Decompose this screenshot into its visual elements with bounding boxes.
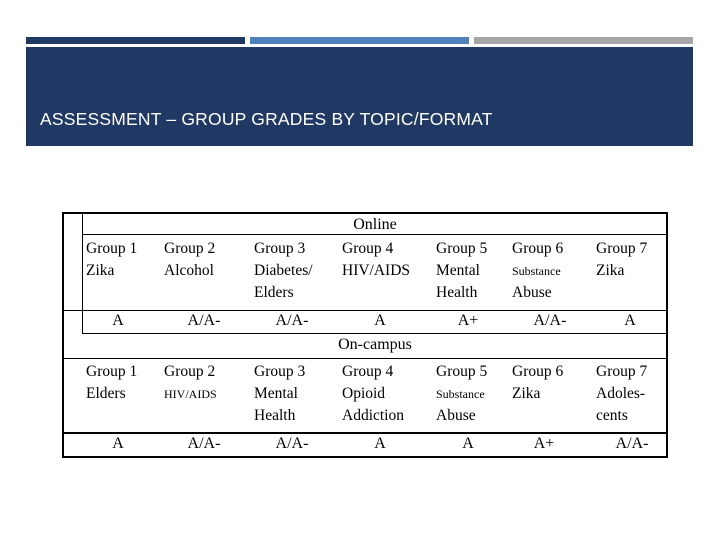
grade-value: A/A- xyxy=(533,312,567,329)
group-topic: Health xyxy=(436,284,478,301)
slide-title: ASSESSMENT – GROUP GRADES BY TOPIC/FORMAT xyxy=(40,109,493,129)
group-topic: HIV/AIDS xyxy=(164,387,217,401)
group-topic: Opioid xyxy=(342,385,386,402)
group-name: Group 7 xyxy=(596,240,648,257)
group-topic: Zika xyxy=(512,385,541,402)
title-banner xyxy=(26,47,693,146)
group-topic: Addiction xyxy=(342,407,404,424)
grade-value: A/A- xyxy=(615,435,649,452)
section-label-online: Online xyxy=(353,216,397,233)
group-topic: Health xyxy=(254,407,296,424)
group-name: Group 3 xyxy=(254,363,306,380)
group-cell xyxy=(436,361,487,427)
group-cell xyxy=(164,361,217,405)
group-topic: Zika xyxy=(86,262,115,279)
accent-bar-gray xyxy=(474,37,693,44)
group-name: Group 3 xyxy=(254,240,306,257)
group-topic: Abuse xyxy=(436,407,476,424)
grade-value: A+ xyxy=(457,312,479,329)
grade-value: A xyxy=(112,312,124,329)
group-topic: Mental xyxy=(254,385,298,402)
group-name: Group 1 xyxy=(86,363,138,380)
grade-value: A xyxy=(624,312,636,329)
group-cell xyxy=(86,361,137,405)
group-topic: Elders xyxy=(86,385,126,402)
grade-value: A/A- xyxy=(275,312,309,329)
group-name: Group 6 xyxy=(512,363,564,380)
row-divider xyxy=(82,333,668,334)
group-topic: Diabetes/ xyxy=(254,262,313,279)
group-name: Group 4 xyxy=(342,363,394,380)
group-name: Group 5 xyxy=(436,240,488,257)
group-cell xyxy=(342,238,410,282)
grade-value: A xyxy=(374,435,386,452)
group-topic: Adoles- xyxy=(596,385,646,402)
table-border-top xyxy=(62,212,668,214)
group-cell xyxy=(596,238,647,282)
grade-value: A+ xyxy=(533,435,555,452)
group-topic: cents xyxy=(596,407,628,424)
grade-value: A/A- xyxy=(187,312,221,329)
group-cell xyxy=(596,361,647,427)
group-cell xyxy=(436,238,487,304)
group-topic: Elders xyxy=(254,284,294,301)
accent-bar-navy xyxy=(26,37,245,44)
accent-bar-blue xyxy=(250,37,469,44)
group-name: Group 1 xyxy=(86,240,138,257)
group-name: Group 4 xyxy=(342,240,394,257)
group-cell xyxy=(254,361,305,427)
group-topic: Mental xyxy=(436,262,480,279)
grade-value: A xyxy=(374,312,386,329)
group-cell xyxy=(86,238,137,282)
grade-value: A/A- xyxy=(275,435,309,452)
row-divider xyxy=(62,433,668,434)
group-topic: Abuse xyxy=(512,284,552,301)
group-name: Group 7 xyxy=(596,363,648,380)
group-topic: HIV/AIDS xyxy=(342,262,411,279)
grade-value: A/A- xyxy=(187,435,221,452)
group-name: Group 2 xyxy=(164,240,216,257)
table-border-bottom xyxy=(62,456,668,458)
table-border-left xyxy=(62,212,64,458)
group-topic: Alcohol xyxy=(164,262,214,279)
group-cell xyxy=(512,238,563,304)
row-divider xyxy=(82,234,668,235)
group-topic: Zika xyxy=(596,262,625,279)
group-cell xyxy=(164,238,215,282)
group-cell xyxy=(342,361,404,427)
group-name: Group 6 xyxy=(512,240,564,257)
grades-table xyxy=(62,212,668,458)
group-cell xyxy=(254,238,313,304)
group-cell xyxy=(512,361,563,405)
section-inner-edge xyxy=(82,214,83,334)
section-label-on-campus: On-campus xyxy=(338,336,412,353)
row-divider xyxy=(62,310,668,311)
group-name: Group 5 xyxy=(436,363,488,380)
group-topic: Substance xyxy=(512,264,561,278)
row-divider xyxy=(62,358,668,359)
grade-value: A xyxy=(112,435,124,452)
grade-value: A xyxy=(462,435,474,452)
group-topic: Substance xyxy=(436,387,485,401)
group-name: Group 2 xyxy=(164,363,216,380)
table-border-right xyxy=(666,212,668,458)
